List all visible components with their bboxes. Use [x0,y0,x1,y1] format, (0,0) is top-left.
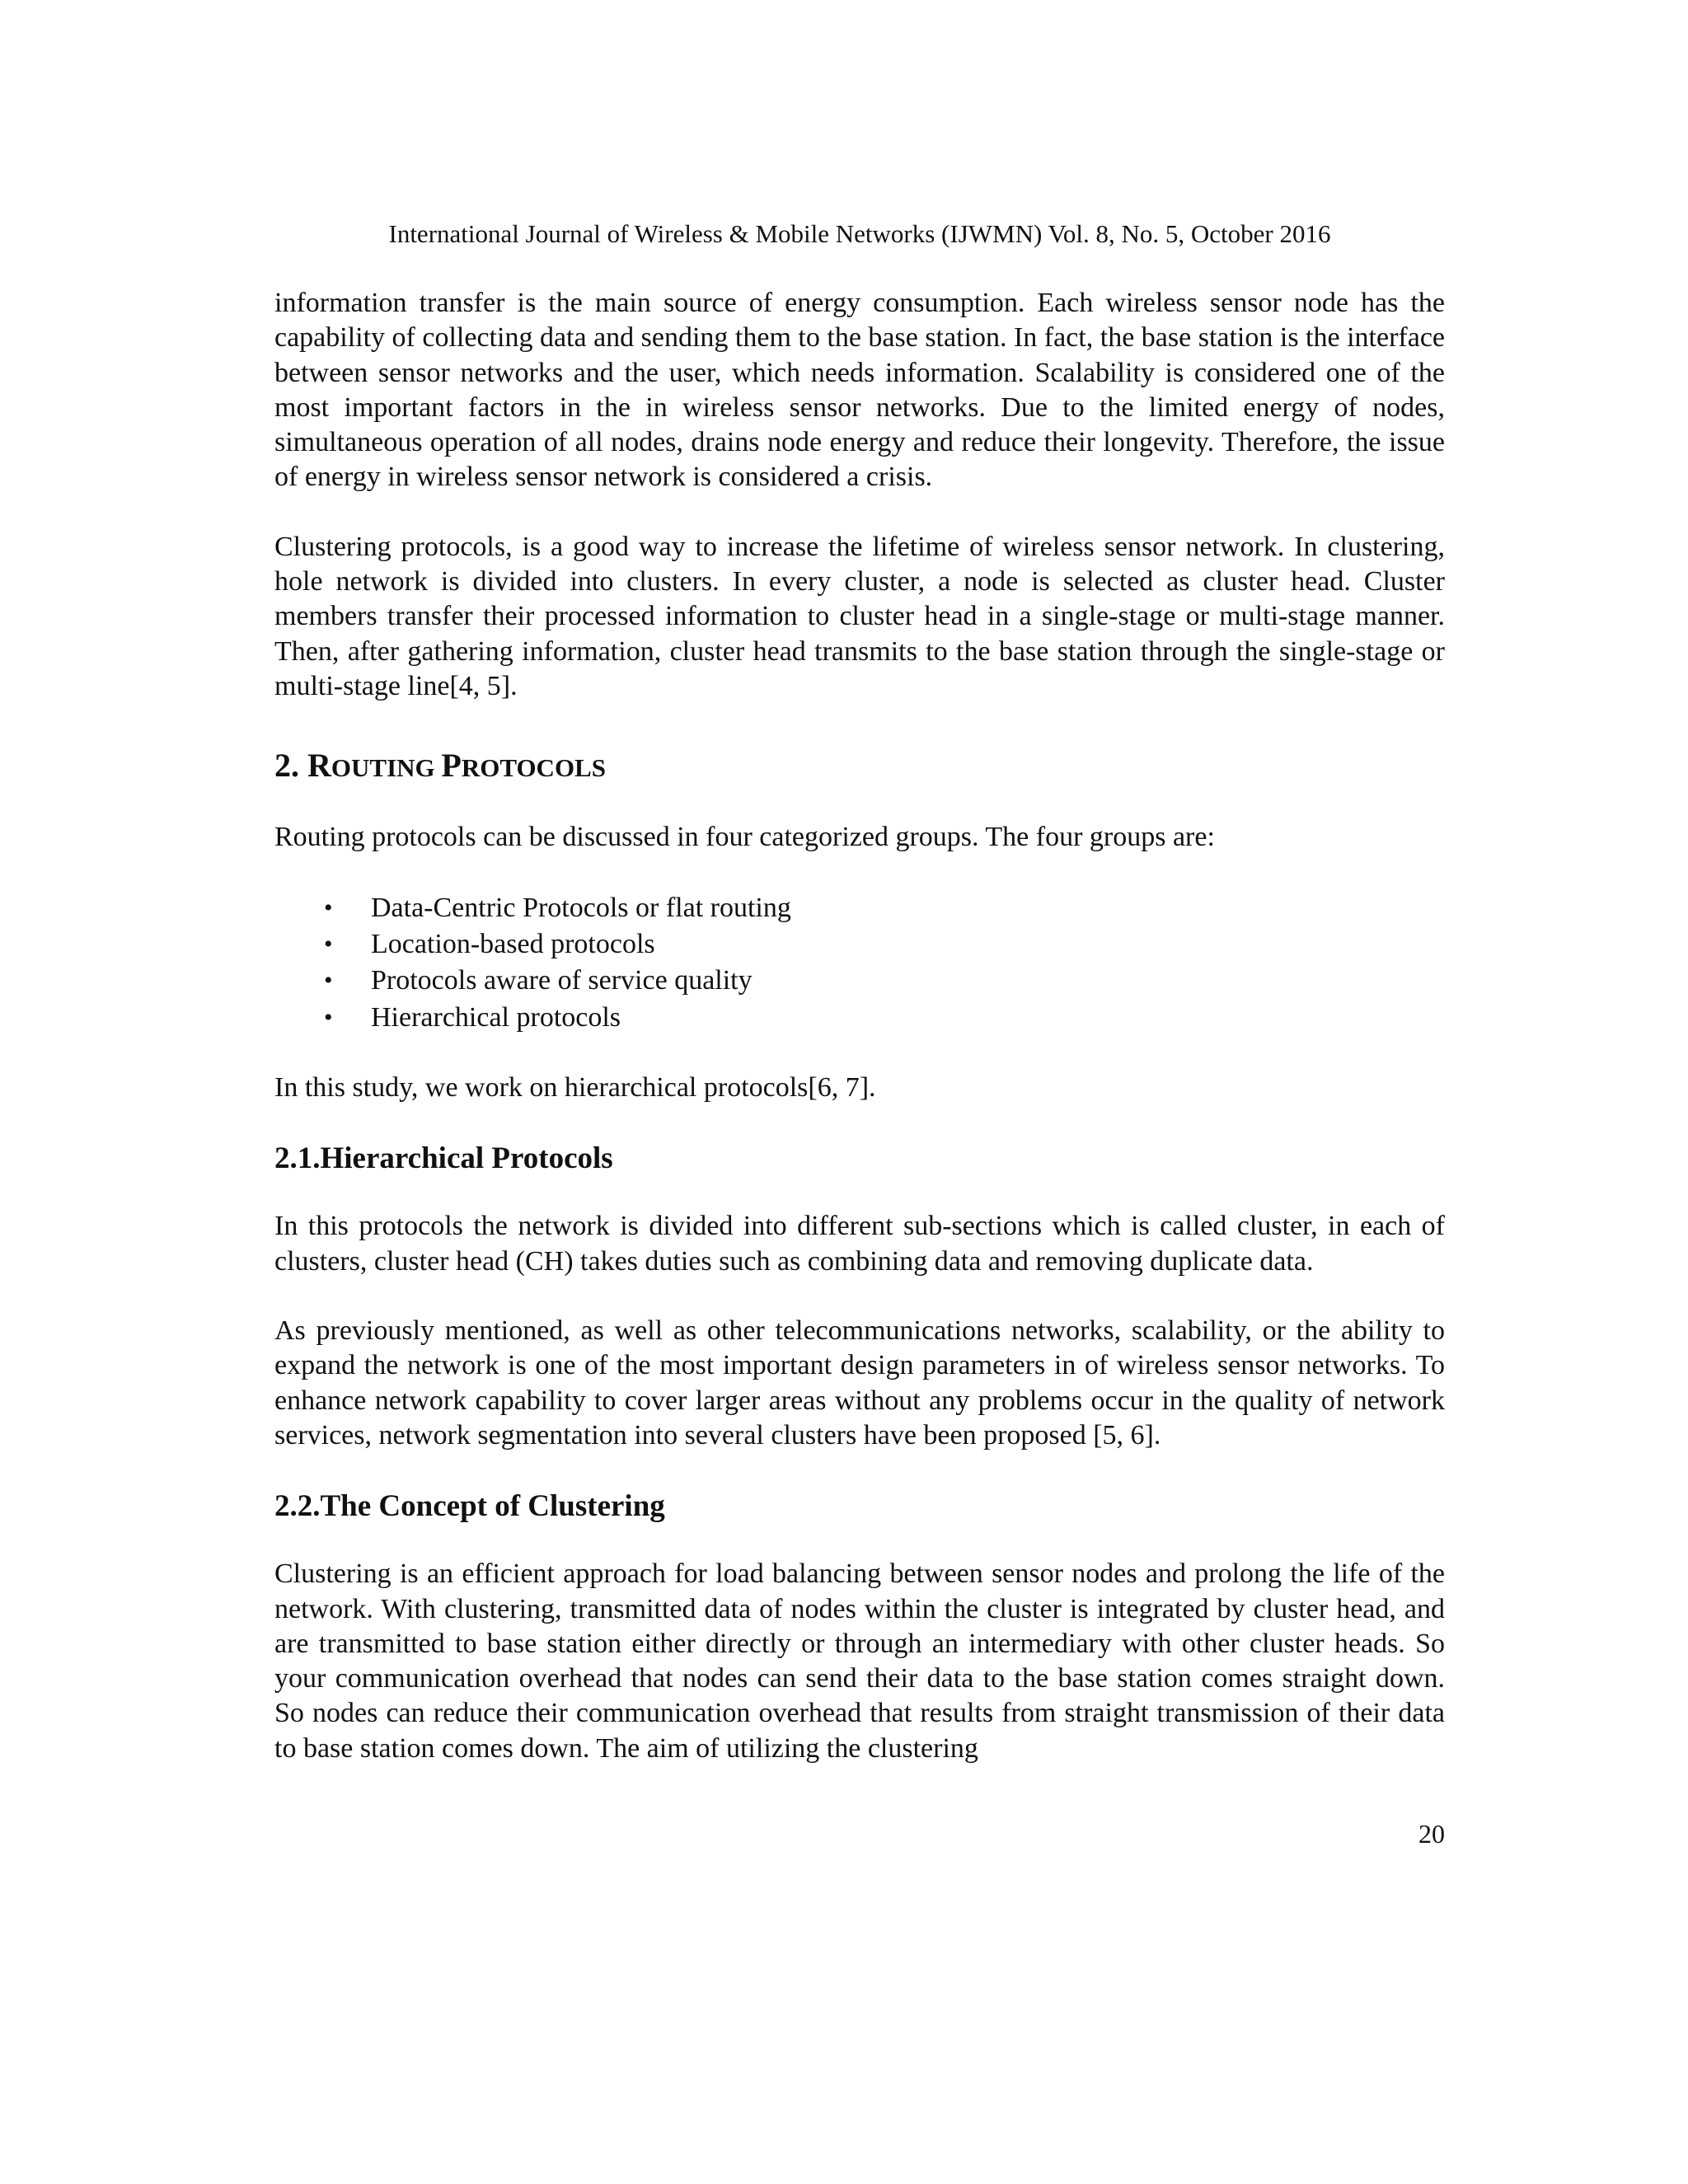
page-number: 20 [1418,1819,1445,1849]
list-item [274,963,1445,999]
list-item-text: Data-Centric Protocols or flat routing [371,892,791,923]
section-2-2-paragraph-1: Clustering is an efficient approach for load balancing between sensor nodes and prolong the life of the network. With clustering, transmitted data of nodes within the cluster is integrated by cluster head, and are transmitted to base station either directly or through an intermediary with other cluster heads. So your communication overhead that nodes can send their data to the base station comes straight down. So nodes can reduce their communication overhead that results from straight transmission of their data to base station comes down. The aim of utilizing the clustering [274,1558,1445,1764]
list-item [274,890,1445,926]
section-2-1-paragraph-2: As previously mentioned, as well as other telecommunications networks, scalability, or the ability to expand the network is one of the most important design parameters in of wireless sensor networks. To enhance network capability to cover larger areas without any problems occur in the quality of network services, network segmentation into several clusters have been proposed [5, 6]. [274,1315,1445,1451]
intro-paragraph-2: Clustering protocols, is a good way to increase the lifetime of wireless sensor network. In clustering, hole network is divided into clusters. In every cluster, a node is selected as cluster head. Cluster members transfer their processed information to cluster head in a single-stage or multi-stage manner. Then, after gathering information, cluster head transmits to the base station through the single-stage or multi-stage line[4, 5]. [274,531,1445,701]
bullet-icon: • [324,1003,333,1031]
routing-groups-list [274,890,1445,1037]
section-2-title-cap-p: P [441,747,462,785]
list-item [274,926,1445,963]
list-item [274,1000,1445,1036]
running-header: International Journal of Wireless & Mobile Networks (IJWMN) Vol. 8, No. 5, October 2016 [388,219,1331,248]
section-2-2-heading: 2.2.The Concept of Clustering [274,1489,665,1524]
list-item-text: Protocols aware of service quality [371,965,753,996]
section-2-1-heading: 2.1.Hierarchical Protocols [274,1141,613,1176]
section-2-number: 2. [274,747,307,785]
bullet-icon: • [324,930,333,958]
section-2-title-rest-1: OUTING [331,753,442,783]
section-2-title-cap-r: R [307,747,331,785]
section-2-title-rest-2: ROTOCOLS [461,753,606,783]
bullet-icon: • [324,893,333,921]
list-item-text: Location-based protocols [371,928,655,959]
section-2-closing: In this study, we work on hierarchical protocols[6, 7]. [274,1072,876,1104]
page-body [274,286,1445,1766]
intro-paragraph-1: information transfer is the main source of energy consumption. Each wireless sensor node has the capability of collecting data and sending them to the base station. In fact, the base station is the interface between sensor networks and the user, which needs information. Scalability is considered one of the most important factors in the in wireless sensor networks. Due to the limited energy of nodes, simultaneous operation of all nodes, drains node energy and reduce their longevity. Therefore, the issue of energy in wireless sensor network is considered a crisis. [274,288,1445,493]
bullet-icon: • [324,967,333,995]
section-2-heading [274,745,1445,789]
section-2-1-paragraph-1: In this protocols the network is divided into different sub-sections which is called cluster, in each of clusters, cluster head (CH) takes duties such as combining data and removing duplicate data. [274,1211,1445,1277]
section-2-intro: Routing protocols can be discussed in four categorized groups. The four groups are: [274,822,1215,853]
list-item-text: Hierarchical protocols [371,1001,621,1033]
